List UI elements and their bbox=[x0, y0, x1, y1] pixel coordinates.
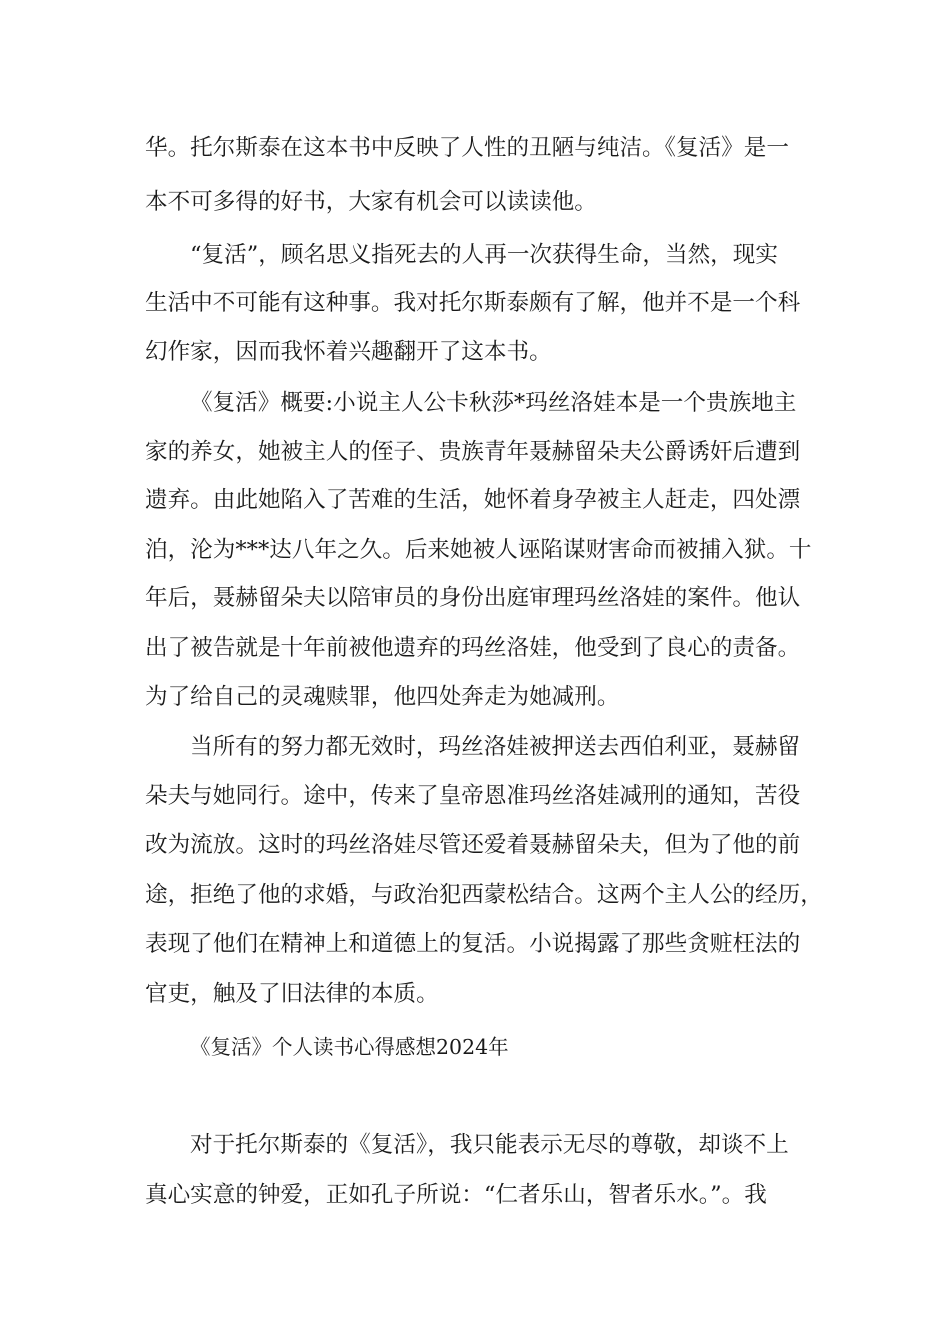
text-line: “复活”，顾名思义指死去的人再一次获得生命，当然，现实 bbox=[190, 242, 778, 268]
text-line: 为了给自己的灵魂赎罪，他四处奔走为她减刑。 bbox=[145, 684, 620, 710]
text-line: 出了被告就是十年前被他遗弃的玛丝洛娃，他受到了良心的责备。 bbox=[145, 635, 801, 661]
text-line: 朵夫与她同行。途中，传来了皇帝恩准玛丝洛娃减刑的通知，苦役 bbox=[145, 783, 801, 809]
text-line: 对于托尔斯泰的《复活》，我只能表示无尽的尊敬，却谈不上 bbox=[190, 1132, 789, 1158]
text-line: 家的养女，她被主人的侄子、贵族青年聂赫留朵夫公爵诱奸后遭到 bbox=[145, 439, 801, 465]
text-line: 官吏，触及了旧法律的本质。 bbox=[145, 981, 439, 1007]
text-line: 改为流放。这时的玛丝洛娃尽管还爱着聂赫留朵夫，但为了他的前 bbox=[145, 832, 801, 858]
text-line: 本不可多得的好书，大家有机会可以读读他。 bbox=[145, 189, 597, 215]
text-line: 华。托尔斯泰在这本书中反映了人性的丑陋与纯洁。《复活》是一 bbox=[145, 135, 789, 161]
text-line: 年后，聂赫留朵夫以陪审员的身份出庭审理玛丝洛娃的案件。他认 bbox=[145, 585, 801, 611]
section-title: 《复活》个人读书心得感想2024年 bbox=[190, 1035, 509, 1059]
text-line: 表现了他们在精神上和道德上的复活。小说揭露了那些贪赃枉法的 bbox=[145, 931, 801, 957]
text-line: 幻作家，因而我怀着兴趣翻开了这本书。 bbox=[145, 339, 552, 365]
text-line: 真心实意的钟爱，正如孔子所说：“仁者乐山，智者乐水。”。我 bbox=[145, 1182, 767, 1208]
text-line: 泊，沦为***达八年之久。后来她被人诬陷谋财害命而被捕入狱。十 bbox=[145, 537, 812, 563]
text-line: 遗弃。由此她陷入了苦难的生活，她怀着身孕被主人赶走，四处漂 bbox=[145, 487, 801, 513]
text-line: 《复活》概要:小说主人公卡秋莎*玛丝洛娃本是一个贵族地主 bbox=[190, 390, 797, 416]
text-line: 途，拒绝了他的求婚，与政治犯西蒙松结合。这两个主人公的经历， bbox=[145, 882, 823, 908]
text-line: 生活中不可能有这种事。我对托尔斯泰颇有了解，他并不是一个科 bbox=[145, 290, 801, 316]
text-line: 当所有的努力都无效时，玛丝洛娃被押送去西伯利亚，聂赫留 bbox=[190, 734, 801, 760]
